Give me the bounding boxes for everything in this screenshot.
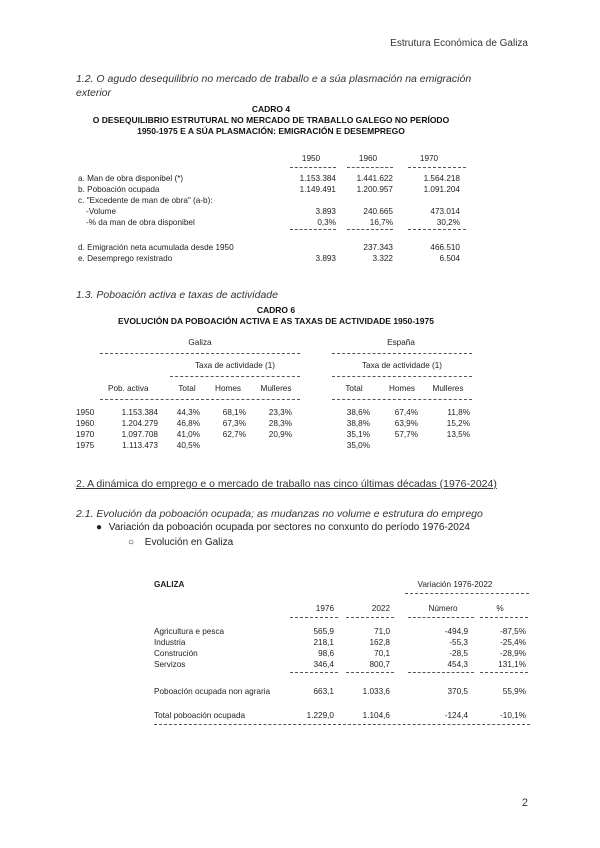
bullet-dot-icon: ● [96, 522, 103, 533]
table3-row-label: Industria [154, 638, 186, 647]
table3-cell: 55,9% [502, 687, 526, 696]
cadro6-cell: 41,0% [176, 430, 200, 439]
table3-col-pct: % [496, 604, 504, 613]
cadro4-title-line1: O DESEQUILIBRIO ESTRUTURAL NO MERCADO DE TRABALLO GALEGO NO PERÍODO [92, 115, 450, 125]
cadro6-cell: 35,0% [346, 441, 370, 450]
table3-cell: 663,1 [313, 687, 334, 696]
cadro6-cell: 1.097.708 [121, 430, 158, 439]
cadro4-rule [408, 167, 466, 168]
cadro4-cell: 3.893 [315, 207, 336, 216]
cadro6-espana-header: España [387, 338, 415, 347]
cadro4-cell: 6.504 [439, 254, 460, 263]
cadro6-galiza-header: Galiza [188, 338, 212, 347]
cadro4-cell: 1.441.622 [356, 174, 393, 183]
table3-cell: -10,1% [500, 711, 526, 720]
cadro6-title-line: EVOLUCIÓN DA POBOACIÓN ACTIVA E AS TAXAS DE ACTIVIDADE 1950-1975 [118, 316, 434, 326]
cadro4-cell: 16,7% [369, 218, 393, 227]
table3-rule [346, 617, 394, 618]
cadro4-cell: 240.665 [363, 207, 393, 216]
cadro4-year-1960: 1960 [358, 154, 378, 163]
table3-cell: 346,4 [313, 660, 334, 669]
cadro6-cell: 68,1% [222, 408, 246, 417]
cadro4-row-label: -% da man de obra disponibel [86, 218, 195, 227]
table3-row-label: Poboación ocupada non agraria [154, 687, 271, 696]
table3-col-2022: 2022 [371, 604, 390, 613]
section-1-2-line2: exterior [76, 87, 112, 99]
cadro4-row-label: e. Desemprego rexistrado [78, 254, 173, 263]
cadro4-rule [347, 229, 393, 230]
cadro6-rule [332, 399, 472, 400]
page-number: 2 [521, 797, 528, 809]
table3-cell: 565,9 [313, 627, 334, 636]
cadro4-year-1970: 1970 [419, 154, 439, 163]
table3-cell: 1.033,6 [362, 687, 390, 696]
cadro4-rule [290, 229, 336, 230]
cadro4-cell: 466.510 [430, 243, 460, 252]
table3-cell: 98,6 [318, 649, 334, 658]
cadro4-cell: 473.014 [430, 207, 460, 216]
table3-cell: 1.104,6 [362, 711, 390, 720]
cadro6-cell: 38,8% [346, 419, 370, 428]
cadro6-rule [332, 376, 472, 377]
cadro6-espana-taxa: Taxa de actividade (1) [361, 361, 443, 370]
cadro4-cell: 1.564.218 [423, 174, 460, 183]
cadro4-cell: 1.153.384 [299, 174, 336, 183]
cadro6-cell: 62,7% [222, 430, 246, 439]
cadro4-cell: 3.893 [315, 254, 336, 263]
cadro6-col-pob-activa: Pob. activa [108, 384, 149, 393]
cadro6-col-total: Total [178, 384, 196, 393]
cadro6-rule [170, 376, 300, 377]
table3-rule [480, 617, 528, 618]
table3-variacion-header: Variación 1976-2022 [417, 580, 493, 589]
table3-row-label: Servizos [154, 660, 186, 669]
table3-cell: -28,5 [449, 649, 468, 658]
cadro6-galiza-taxa: Taxa de actividade (1) [194, 361, 276, 370]
cadro4-cell: 3.322 [372, 254, 393, 263]
cadro6-label: CADRO 6 [256, 305, 296, 315]
table3-rule [405, 593, 529, 594]
cadro4-cell: 1.091.204 [423, 185, 460, 194]
table3-rule [346, 672, 394, 673]
table3-rule [480, 672, 528, 673]
table3-cell: -25,4% [500, 638, 526, 647]
section-1-3-heading: 1.3. Poboación activa e taxas de actividade [76, 289, 278, 301]
table3-cell: 800,7 [369, 660, 390, 669]
cadro6-cell: 28,3% [268, 419, 292, 428]
cadro4-row-label: c. "Excedente de man de obra" (a-b): [78, 196, 213, 205]
table3-bottom-rule [154, 724, 530, 725]
cadro4-cell: 30,2% [436, 218, 460, 227]
cadro6-cell: 44,3% [176, 408, 200, 417]
cadro6-cell: 23,3% [268, 408, 292, 417]
table3-cell: -28,9% [500, 649, 526, 658]
cadro4-cell: 237.343 [363, 243, 393, 252]
cadro6-col-homes: Homes [389, 384, 415, 393]
cadro6-year: 1975 [76, 441, 95, 450]
cadro6-cell: 20,9% [268, 430, 292, 439]
cadro4-rule [290, 167, 336, 168]
cadro6-cell: 57,7% [394, 430, 418, 439]
table3-row-label: Total poboación ocupada [154, 711, 246, 720]
bullet-item-2 [128, 537, 233, 548]
cadro4-row-label: d. Emigración neta acumulada desde 1950 [78, 243, 234, 252]
cadro6-year: 1970 [76, 430, 95, 439]
table3-cell: -494,9 [444, 627, 468, 636]
cadro6-cell: 35,1% [346, 430, 370, 439]
bullet-circle-icon: ○ [128, 537, 135, 548]
table3-rule [290, 617, 338, 618]
cadro6-cell: 11,8% [447, 408, 470, 417]
bullet-text: Variación da poboación ocupada por sectores no conxunto do período 1976-2024 [108, 522, 470, 533]
cadro6-cell: 1.204.279 [121, 419, 158, 428]
cadro4-cell: 0,3% [317, 218, 336, 227]
cadro6-cell: 67,3% [222, 419, 246, 428]
cadro6-cell: 13,5% [446, 430, 470, 439]
section-1-2-line1: 1.2. O agudo desequilibrio no mercado de traballo e a súa plasmación na emigración [76, 73, 472, 85]
table3-cell: 1.229,0 [306, 711, 334, 720]
cadro4-label: CADRO 4 [251, 104, 291, 114]
cadro4-rule [347, 167, 393, 168]
table3-cell: 454,3 [447, 660, 468, 669]
cadro6-col-homes: Homes [215, 384, 241, 393]
table3-cell: 70,1 [374, 649, 390, 658]
cadro6-col-mulleres: Mulleres [432, 384, 464, 393]
table3-col-1976: 1976 [315, 604, 334, 613]
cadro6-col-mulleres: Mulleres [260, 384, 292, 393]
cadro6-title [76, 305, 476, 327]
cadro6-cell: 46,8% [176, 419, 200, 428]
table3-title: GALIZA [154, 580, 185, 589]
table3-rule [408, 617, 474, 618]
cadro6-cell: 38,6% [346, 408, 370, 417]
table3-cell: -55,3 [449, 638, 468, 647]
table3-cell: -87,5% [500, 627, 526, 636]
section-1-2-heading [76, 72, 471, 100]
cadro4-cell: 1.200.957 [356, 185, 393, 194]
cadro4-row-label: -Volume [86, 207, 117, 216]
cadro4-rule [408, 229, 466, 230]
cadro4-row-label: a. Man de obra disponibel (*) [78, 174, 184, 183]
cadro6-cell: 15,2% [446, 419, 470, 428]
cadro4-cell: 1.149.491 [299, 185, 336, 194]
cadro6-cell: 67,4% [394, 408, 418, 417]
bullet-item-1 [96, 522, 470, 533]
cadro4-year-1950: 1950 [301, 154, 321, 163]
section-2-heading: 2. A dinámica do emprego e o mercado de traballo nas cinco últimas décadas (1976-2024) [76, 478, 497, 490]
section-2-1-heading: 2.1. Evolución da poboación ocupada; as mudanzas no volume e estrutura do emprego [76, 508, 483, 520]
cadro6-year: 1960 [76, 419, 95, 428]
cadro6-year: 1950 [76, 408, 95, 417]
bullet-text: Evolución en Galiza [144, 537, 234, 548]
table3-cell: 131,1% [498, 660, 526, 669]
table3-rule [408, 672, 474, 673]
cadro6-col-total: Total [345, 384, 363, 393]
table3-rule [290, 672, 338, 673]
table3-row-label: Construción [154, 649, 198, 658]
cadro6-cell: 1.113.473 [122, 441, 158, 450]
cadro6-rule [100, 353, 300, 354]
cadro6-cell: 63,9% [394, 419, 418, 428]
cadro4-title-line2: 1950-1975 E A SÚA PLASMACIÓN: EMIGRACIÓN E DESEMPREGO [137, 126, 405, 136]
table3-col-numero: Número [428, 604, 458, 613]
table3-cell: 162,8 [369, 638, 390, 647]
cadro4-row-label: b. Poboación ocupada [78, 185, 160, 194]
cadro6-cell: 1.153.384 [121, 408, 158, 417]
table3-cell: 218,1 [313, 638, 334, 647]
table3-cell: 71,0 [374, 627, 390, 636]
table3-row-label: Agricultura e pesca [154, 627, 225, 636]
table3-cell: -124,4 [444, 711, 468, 720]
cadro6-rule [332, 353, 472, 354]
cadro6-cell: 40,5% [176, 441, 200, 450]
cadro4-title [76, 104, 466, 137]
running-header: Estrutura Económica de Galiza [390, 38, 528, 49]
table3-cell: 370,5 [447, 687, 468, 696]
cadro6-rule [100, 399, 300, 400]
